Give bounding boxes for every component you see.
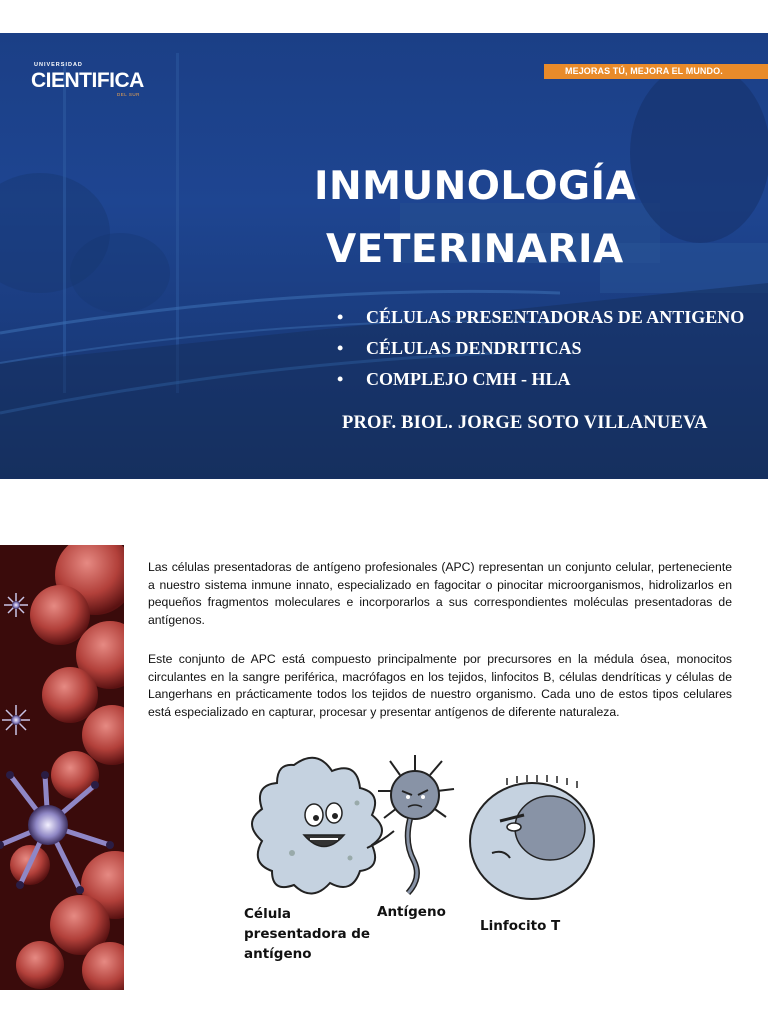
title-line-2: VETERINARIA: [326, 227, 624, 272]
professor-name: PROF. BIOL. JORGE SOTO VILLANUEVA: [342, 413, 708, 433]
bullet-icon: •: [337, 369, 344, 389]
logo-university-text: UNIVERSIDAD: [34, 62, 83, 68]
topic-item: [337, 305, 744, 336]
bullet-icon: •: [337, 307, 344, 327]
topic-text: CÉLULAS DENDRITICAS: [366, 338, 582, 358]
topic-list: [337, 305, 744, 398]
label-t-lymphocyte: Linfocito T: [480, 918, 561, 934]
paragraph-intro: Las células presentadoras de antígeno profesionales (APC) representan un conjunto celular, perteneciente a nuestro sistema inmune innato, especializado en fagocitar o pinocitar microorganismos, hidrolizarlos en pequeños fragmentos moleculares e incorporarlos a sus correspondientes moléculas presentadoras de antígenos.: [148, 560, 732, 627]
topic-item: [337, 336, 744, 367]
slogan-bar: MEJORAS TÚ, MEJORA EL MUNDO.: [544, 64, 768, 79]
topic-item: [337, 367, 744, 398]
label-antigen-presenting-cell: Célula presentadora de antígeno: [244, 906, 371, 962]
header-banner: [0, 33, 768, 479]
logo-subtext: DEL SUR: [117, 92, 140, 97]
logo-wordmark: CIENTIFICA: [31, 69, 144, 92]
title-line-1: INMUNOLOGÍA: [314, 164, 637, 209]
label-antigen: Antígeno: [377, 904, 446, 920]
paragraph-composition: Este conjunto de APC está compuesto principalmente por precursores en la médula ósea, monocitos circulantes en la sangre periférica, macrófagos en los tejidos, linfocitos B, células dendríticas y células de Langerhans en prácticamente todos los tejidos de nuestro organismo. Cada uno de estos tipos celulares está especializado en capturar, procesar y presentar antígenos de diferente naturaleza.: [148, 652, 732, 719]
cells-illustration: [0, 545, 124, 990]
topic-text: CÉLULAS PRESENTADORAS DE ANTIGENO: [366, 307, 745, 327]
bullet-icon: •: [337, 338, 344, 358]
topic-text: COMPLEJO CMH - HLA: [366, 369, 571, 389]
apc-cartoon-illustration: [232, 743, 612, 971]
